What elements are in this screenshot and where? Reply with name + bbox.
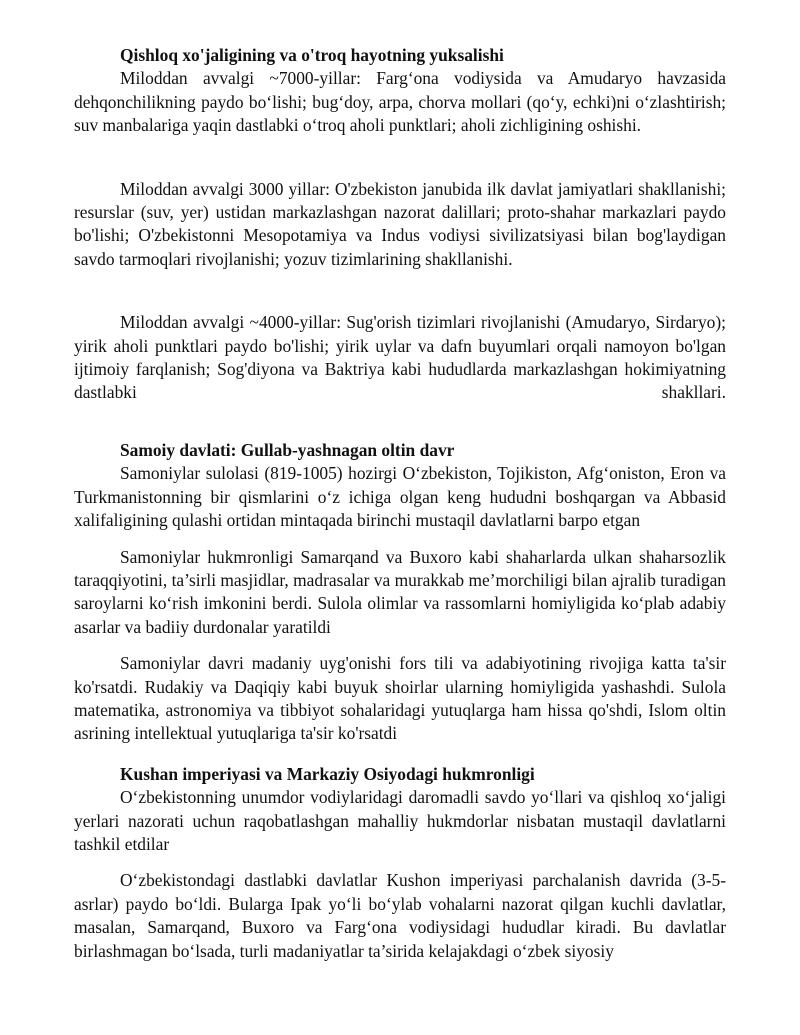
spacer — [74, 405, 726, 439]
paragraph-samanid-culture: Samoniylar davri madaniy uyg'onishi fors tili va adabiyotining rivojiga katta ta'sir ko'rsatdi. Rudakiy va Daqiqiy kabi buyuk shoirlar ularning homiyligida yashashdi. Sulola matematika, astronomiya va tibbiyot sohalaridagi yutuqlarga ham hissa qo'shdi, Islom oltin asrining intellektual yutuqlariga ta'sir ko'rsatdi — [74, 653, 726, 744]
spacer — [74, 746, 726, 763]
paragraph-7000-bc: Miloddan avvalgi ~7000-yillar: Farg‘ona vodiysida va Amudaryo havzasida dehqonchilikning paydo bo‘lishi; bug‘doy, arpa, chorva mollari (qo‘y, echki)ni o‘zlashtirish; suv manbalariga yaqin dastlabki o‘troq aholi punktlari; aholi zichligining oshishi. — [74, 68, 726, 136]
spacer — [74, 856, 726, 869]
section-heading-agriculture: Qishloq xo'jaligining va o'troq hayotning yuksalishi — [120, 45, 504, 65]
paragraph-kushan-early-states: O‘zbekistondagi dastlabki davlatlar Kushon imperiyasi parchalanish davrida (3-5-asrlar) paydo bo‘ldi. Bularga Ipak yo‘li bo‘ylab vohalarni nazorat qilgan kuchli davlatlar, masalan, Samarqand, Buxoro va Farg‘ona vodiysidagi hududlar kiradi. Bu davlatlar birlashmagan bo‘lsada, turli madaniyatlar ta’sirida kelajakdagi o‘zbek siyosiy — [74, 870, 726, 961]
paragraph-kushan-local-rulers: O‘zbekistonning unumdor vodiylaridagi daromadli savdo yo‘llari va qishloq xo‘jaligi yerlari nazorati uchun raqobatlashgan mahalliy hukmdorlar nisbatan mustaqil davlatlarni tashkil etdilar — [74, 787, 726, 854]
section-heading-kushan: Kushan imperiyasi va Markaziy Osiyodagi hukmronligi — [120, 763, 535, 784]
paragraph-samanid-dynasty: Samoniylar sulolasi (819-1005) hozirgi O‘zbekiston, Tojikiston, Afg‘oniston, Eron va Turkmanistonning bir qismlarini o‘z ichiga olgan keng hududni boshqargan va Abbasid xalifaligining qulashi ortidan mintaqada birinchi mustaqil davlatlarni barpo etgan — [74, 463, 726, 531]
spacer — [74, 639, 726, 652]
section-heading-samanid: Samoiy davlati: Gullab-yashnagan oltin davr — [120, 439, 455, 460]
spacer — [74, 138, 726, 178]
spacer — [74, 271, 726, 311]
paragraph-samanid-urban: Samoniylar hukmronligi Samarqand va Buxoro kabi shaharlarda ulkan shaharsozlik taraqqiyotini, ta’sirli masjidlar, madrasalar va murakkab me’morchiligi bilan ajralib turadigan saroylarni ko‘rish imkonini berdi. Sulola olimlar va rassomlarni homiyligida ko‘plab adabiy asarlar va badiiy durdonalar yaratildi — [74, 546, 726, 637]
paragraph-3000-bc: Miloddan avvalgi 3000 yillar: O'zbekiston janubida ilk davlat jamiyatlari shakllanishi; resurslar (suv, yer) ustidan markazlashgan nazorat dalillari; proto-shahar markazlari paydo bo'lishi; O'zbekistonni Mesopotamiya va Indus vodiysi sivilizatsiyasi bilan bog'laydigan savdo tarmoqlari rivojlanishi; yozuv tizimlarining shakllanishi. — [74, 178, 726, 269]
paragraph-4000-bc: Miloddan avvalgi ~4000-yillar: Sug'orish tizimlari rivojlanishi (Amudaryo, Sirdaryo); yirik aholi punktlari paydo bo'lishi; yirik uylar va dafn buyumlari orqali namoyon bo'lgan ijtimoiy farqlanish; Sog'diyona va Baktriya kabi hududlarda markazlashgan hokimiyatning dastlabki shakllari. — [74, 312, 726, 403]
spacer — [74, 533, 726, 546]
